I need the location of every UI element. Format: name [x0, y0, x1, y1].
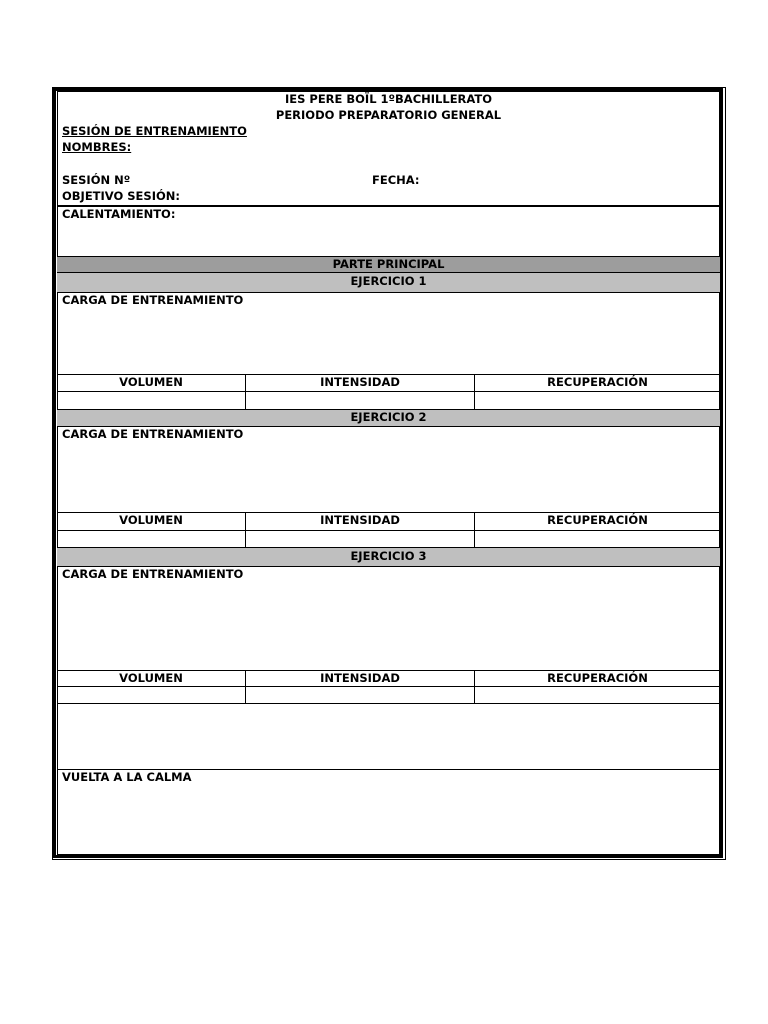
- exercise-1-bar: EJERCICIO 1: [57, 272, 720, 292]
- warmup-label: CALENTAMIENTO:: [62, 207, 176, 221]
- exercise-1-intensity-cell[interactable]: [246, 392, 474, 408]
- exercise-2-bar: EJERCICIO 2: [57, 409, 720, 426]
- period-line: PERIODO PREPARATORIO GENERAL: [275, 108, 502, 122]
- exercise-1-recovery-header: RECUPERACIÓN: [547, 375, 648, 389]
- exercise-3-intensity-header: INTENSIDAD: [320, 671, 400, 685]
- exercise-2-volume-cell[interactable]: [58, 531, 245, 546]
- exercise-1-load-label: CARGA DE ENTRENAMIENTO: [62, 293, 244, 307]
- school-line: IES PERE BOÏL 1ºBACHILLERATO: [284, 92, 493, 106]
- names-label: NOMBRES:: [62, 140, 132, 154]
- exercise-2-load-label: CARGA DE ENTRENAMIENTO: [62, 427, 244, 441]
- exercise-2-volume-header: VOLUMEN: [119, 513, 183, 527]
- exercise-3-load-label: CARGA DE ENTRENAMIENTO: [62, 567, 244, 581]
- exercise-1-recovery-cell[interactable]: [475, 392, 719, 408]
- exercise-2-intensity-header: INTENSIDAD: [320, 513, 400, 527]
- exercise-3-bar: EJERCICIO 3: [57, 547, 720, 566]
- objective-label: OBJETIVO SESIÓN:: [62, 189, 180, 203]
- exercise-3-volume-cell[interactable]: [58, 687, 245, 702]
- exercise-3-intensity-cell[interactable]: [246, 687, 474, 702]
- exercise-1-intensity-header: INTENSIDAD: [320, 375, 400, 389]
- session-title: SESIÓN DE ENTRENAMIENTO: [62, 124, 247, 138]
- main-part-bar: PARTE PRINCIPAL: [57, 256, 720, 272]
- exercise-3-table-bottom: [57, 703, 720, 704]
- session-number-label: SESIÓN Nº: [62, 173, 131, 187]
- exercise-3-recovery-header: RECUPERACIÓN: [547, 671, 648, 685]
- date-label: FECHA:: [372, 173, 420, 187]
- exercise-1-volume-header: VOLUMEN: [119, 375, 183, 389]
- exercise-3-recovery-cell[interactable]: [475, 687, 719, 702]
- exercise-3-volume-header: VOLUMEN: [119, 671, 183, 685]
- exercise-2-recovery-cell[interactable]: [475, 531, 719, 546]
- exercise-1-volume-cell[interactable]: [58, 392, 245, 408]
- cooldown-label: VUELTA A LA CALMA: [62, 770, 192, 784]
- exercise-2-intensity-cell[interactable]: [246, 531, 474, 546]
- exercise-2-recovery-header: RECUPERACIÓN: [547, 513, 648, 527]
